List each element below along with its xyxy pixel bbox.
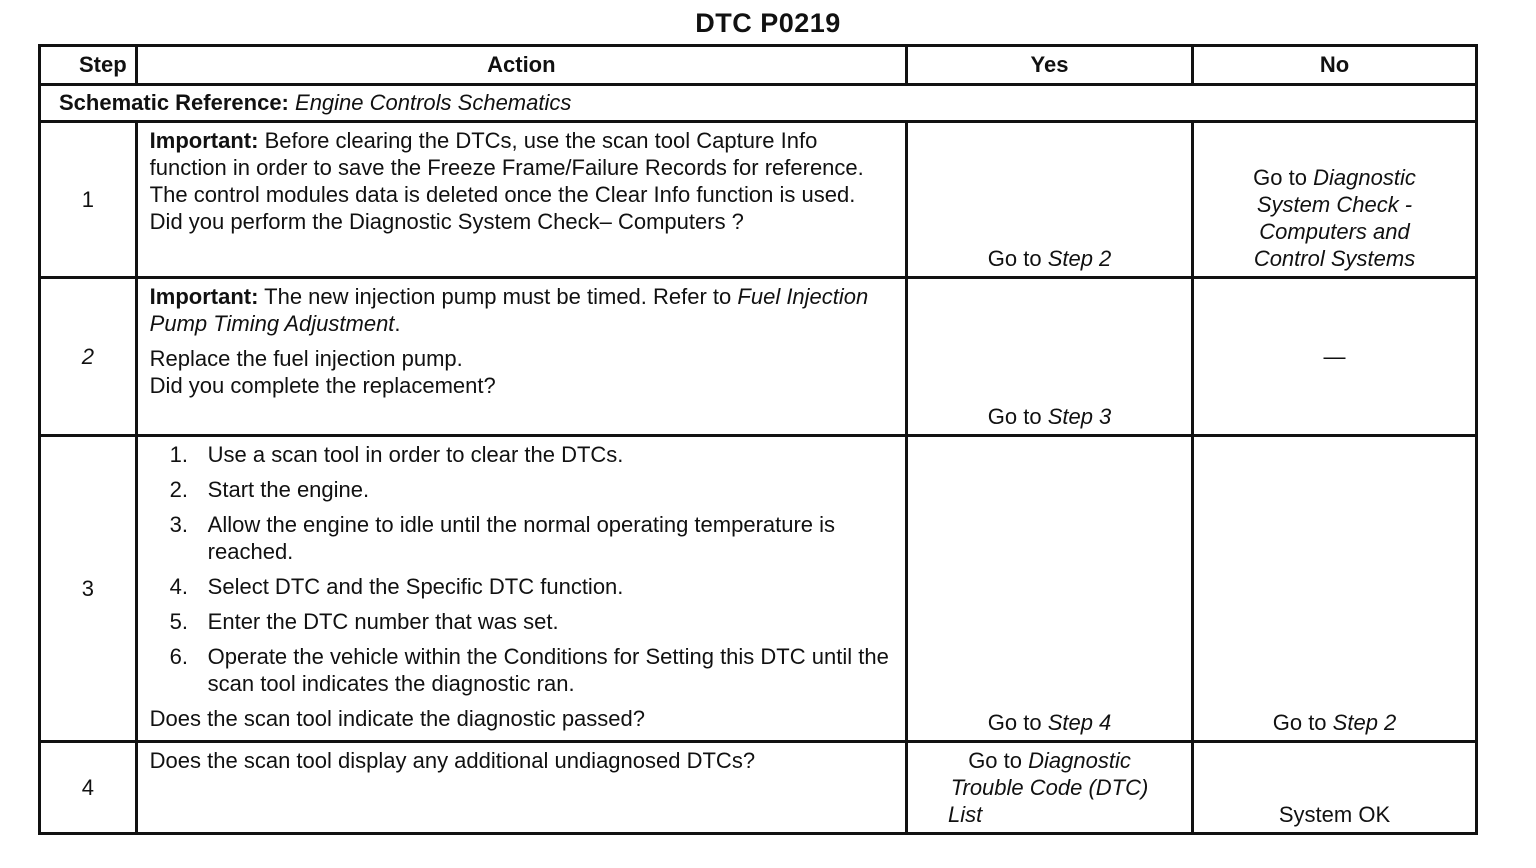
no-link-line: System Check - — [1256, 192, 1413, 217]
no-cell — [1193, 436, 1477, 742]
yes-link-line: List — [948, 802, 983, 827]
header-no: No — [1193, 46, 1477, 85]
diagnostic-table — [38, 44, 1478, 835]
important-end: . — [394, 311, 401, 336]
no-link-line: Computers and — [1259, 219, 1410, 244]
list-item: 2. Start the engine. — [169, 477, 370, 502]
action-cell — [136, 742, 906, 834]
action-cell — [136, 278, 906, 436]
table-row — [40, 122, 1477, 278]
instruction-text: Replace the fuel injection pump. — [149, 346, 463, 371]
important-text: The new injection pump must be timed. Refer to — [264, 284, 732, 309]
no-cell — [1193, 122, 1477, 278]
list-item: 1. Use a scan tool in order to clear the DTCs. — [169, 442, 624, 467]
step-number: 2 — [40, 278, 137, 436]
yes-prefix: Go to — [987, 710, 1042, 735]
schematic-reference — [40, 85, 1477, 122]
no-prefix: Go to — [1253, 165, 1307, 190]
step-number: 3 — [40, 436, 137, 742]
important-link[interactable]: Fuel Injection Pump Timing Adjustment — [149, 284, 869, 336]
yes-cell — [907, 436, 1193, 742]
header-row — [40, 46, 1477, 85]
yes-prefix: Go to — [987, 404, 1042, 429]
question-text: Does the scan tool indicate the diagnostic passed? — [149, 706, 645, 731]
procedure-list — [150, 441, 895, 697]
header-action: Action — [136, 46, 906, 85]
no-result: System OK — [1278, 802, 1391, 827]
list-item: 6. Operate the vehicle within the Conditions for Setting this DTC until the scan tool indicates the diagnostic ran. — [169, 644, 889, 696]
yes-link[interactable]: Step 4 — [1047, 710, 1112, 735]
important-note — [150, 283, 895, 337]
schematic-row — [40, 85, 1477, 122]
yes-link-line: Diagnostic — [1028, 748, 1131, 773]
important-label: Important: — [149, 284, 259, 309]
action-cell — [136, 436, 906, 742]
schematic-label: Schematic Reference: — [59, 90, 289, 115]
important-text: Before clearing the DTCs, use the scan tool Capture Info function in order to save the Freeze Frame/Failure Records for reference. The control modules data is deleted once the Clear Info function is used. — [149, 128, 864, 207]
yes-link-block[interactable] — [908, 747, 1191, 828]
yes-cell — [907, 278, 1193, 436]
table-row — [40, 436, 1477, 742]
action-cell — [136, 122, 906, 278]
header-yes: Yes — [907, 46, 1193, 85]
schematic-link[interactable]: Engine Controls Schematics — [295, 90, 572, 115]
document-title: DTC P0219 — [695, 8, 841, 38]
step-number: 4 — [40, 742, 137, 834]
important-label: Important: — [149, 128, 259, 153]
no-link-block[interactable] — [1194, 164, 1475, 272]
no-link[interactable]: Step 2 — [1332, 710, 1397, 735]
no-link-line: Diagnostic — [1313, 165, 1416, 190]
yes-prefix: Go to — [968, 748, 1022, 773]
header-step: Step — [40, 46, 137, 85]
table-row — [40, 742, 1477, 834]
yes-cell — [907, 742, 1193, 834]
list-item: 5. Enter the DTC number that was set. — [169, 609, 559, 634]
no-dash: — — [1323, 343, 1346, 369]
no-link-line: Control Systems — [1253, 246, 1416, 271]
question-text: Does the scan tool display any additional undiagnosed DTCs? — [149, 748, 756, 773]
question-text: Did you perform the Diagnostic System Check– Computers ? — [149, 209, 744, 234]
table-row — [40, 278, 1477, 436]
list-item: 3. Allow the engine to idle until the normal operating temperature is reached. — [169, 512, 836, 564]
yes-link[interactable]: Step 3 — [1047, 404, 1112, 429]
no-cell — [1193, 278, 1477, 436]
no-cell — [1193, 742, 1477, 834]
yes-link[interactable]: Step 2 — [1047, 246, 1112, 271]
question-text: Did you complete the replacement? — [149, 373, 496, 398]
yes-cell — [907, 122, 1193, 278]
important-note — [150, 127, 895, 208]
list-item: 4. Select DTC and the Specific DTC function. — [169, 574, 624, 599]
step-number: 1 — [40, 122, 137, 278]
no-prefix: Go to — [1272, 710, 1327, 735]
yes-link-line: Trouble Code (DTC) — [950, 775, 1149, 800]
yes-prefix: Go to — [987, 246, 1042, 271]
